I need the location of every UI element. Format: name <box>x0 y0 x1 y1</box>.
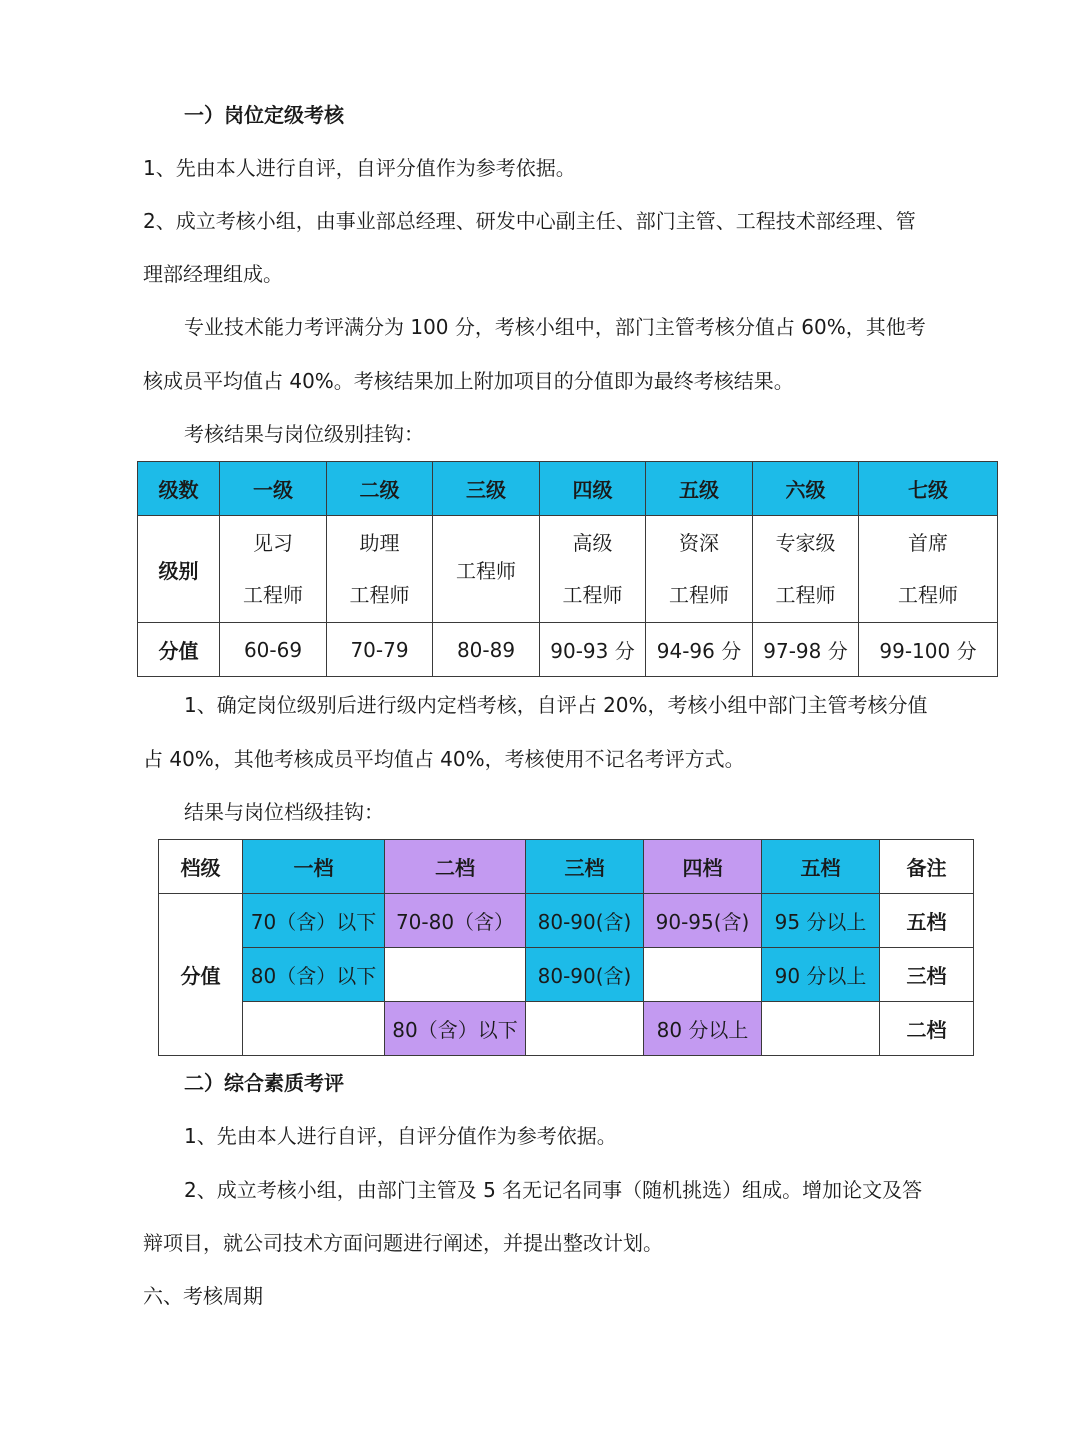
level-cell: 专家级 工程师 <box>753 516 859 623</box>
header-cell: 档级 <box>159 840 243 894</box>
paragraph-2-line-1: 2、成立考核小组，由事业部总经理、研发中心副主任、部门主管、工程技术部经理、管 <box>143 209 916 233</box>
section1-title: 一）岗位定级考核 <box>184 103 344 127</box>
grade-cell: 80 分以上 <box>644 1002 762 1056</box>
section6-title: 六、考核周期 <box>143 1284 263 1308</box>
header-cell: 三档 <box>526 840 644 894</box>
table1-caption: 考核结果与岗位级别挂钩： <box>184 422 424 446</box>
paragraph-3-line-2: 核成员平均值占 40%。考核结果加上附加项目的分值即为最终考核结果。 <box>143 369 794 393</box>
level-table-header-row <box>138 462 998 516</box>
grade-cell: 70（含）以下 <box>243 894 385 948</box>
grade-cell <box>385 948 526 1002</box>
remark-cell: 三档 <box>880 948 974 1002</box>
header-cell: 三级 <box>433 462 540 516</box>
level-table-score-row <box>138 623 998 677</box>
header-cell: 四档 <box>644 840 762 894</box>
level-cell: 高级 工程师 <box>540 516 646 623</box>
grade-cell: 90-95(含) <box>644 894 762 948</box>
grade-table-row <box>159 948 974 1002</box>
grade-cell <box>644 948 762 1002</box>
paragraph-5: 1、先由本人进行自评，自评分值作为参考依据。 <box>184 1124 617 1148</box>
paragraph-6-line-2: 辩项目，就公司技术方面问题进行阐述，并提出整改计划。 <box>143 1231 663 1255</box>
header-cell: 二档 <box>385 840 526 894</box>
header-cell: 二级 <box>327 462 433 516</box>
grade-cell <box>526 1002 644 1056</box>
grade-cell: 70-80（含） <box>385 894 526 948</box>
score-cell: 99-100 分 <box>859 623 998 677</box>
header-cell: 六级 <box>753 462 859 516</box>
header-cell: 级数 <box>138 462 220 516</box>
grade-cell: 90 分以上 <box>762 948 880 1002</box>
level-cell: 工程师 <box>433 516 540 623</box>
section2-title: 二）综合素质考评 <box>184 1071 344 1095</box>
grade-table-header-row <box>159 840 974 894</box>
row-label: 级别 <box>138 516 220 623</box>
score-cell: 60-69 <box>220 623 327 677</box>
remark-cell: 二档 <box>880 1002 974 1056</box>
grade-cell: 80-90(含) <box>526 894 644 948</box>
header-cell: 五档 <box>762 840 880 894</box>
grade-cell <box>243 1002 385 1056</box>
grade-table <box>158 839 974 1056</box>
row-label: 分值 <box>159 894 243 1056</box>
header-cell: 七级 <box>859 462 998 516</box>
paragraph-3-line-1: 专业技术能力考评满分为 100 分，考核小组中，部门主管考核分值占 60%，其他考 <box>184 315 926 339</box>
score-cell: 94-96 分 <box>646 623 753 677</box>
grade-cell: 95 分以上 <box>762 894 880 948</box>
paragraph-4-line-2: 占 40%，其他考核成员平均值占 40%，考核使用不记名考评方式。 <box>143 747 745 771</box>
grade-cell: 80-90(含) <box>526 948 644 1002</box>
level-table-title-row <box>138 516 998 623</box>
level-cell: 助理 工程师 <box>327 516 433 623</box>
score-cell: 90-93 分 <box>540 623 646 677</box>
grade-table-row <box>159 894 974 948</box>
level-cell: 资深 工程师 <box>646 516 753 623</box>
grade-cell: 80（含）以下 <box>385 1002 526 1056</box>
paragraph-4-line-1: 1、确定岗位级别后进行级内定档考核，自评占 20%，考核小组中部门主管考核分值 <box>184 693 928 717</box>
level-cell: 见习 工程师 <box>220 516 327 623</box>
grade-cell: 80（含）以下 <box>243 948 385 1002</box>
score-cell: 80-89 <box>433 623 540 677</box>
header-cell: 备注 <box>880 840 974 894</box>
header-cell: 五级 <box>646 462 753 516</box>
score-cell: 97-98 分 <box>753 623 859 677</box>
header-cell: 一档 <box>243 840 385 894</box>
level-cell: 首席 工程师 <box>859 516 998 623</box>
paragraph-1: 1、先由本人进行自评，自评分值作为参考依据。 <box>143 156 576 180</box>
row-label: 分值 <box>138 623 220 677</box>
header-cell: 一级 <box>220 462 327 516</box>
score-cell: 70-79 <box>327 623 433 677</box>
level-table <box>137 461 998 677</box>
table2-caption: 结果与岗位档级挂钩： <box>184 800 384 824</box>
paragraph-6-line-1: 2、成立考核小组，由部门主管及 5 名无记名同事（随机挑选）组成。增加论文及答 <box>184 1178 923 1202</box>
header-cell: 四级 <box>540 462 646 516</box>
remark-cell: 五档 <box>880 894 974 948</box>
grade-cell <box>762 1002 880 1056</box>
grade-table-row <box>159 1002 974 1056</box>
paragraph-2-line-2: 理部经理组成。 <box>143 262 283 286</box>
